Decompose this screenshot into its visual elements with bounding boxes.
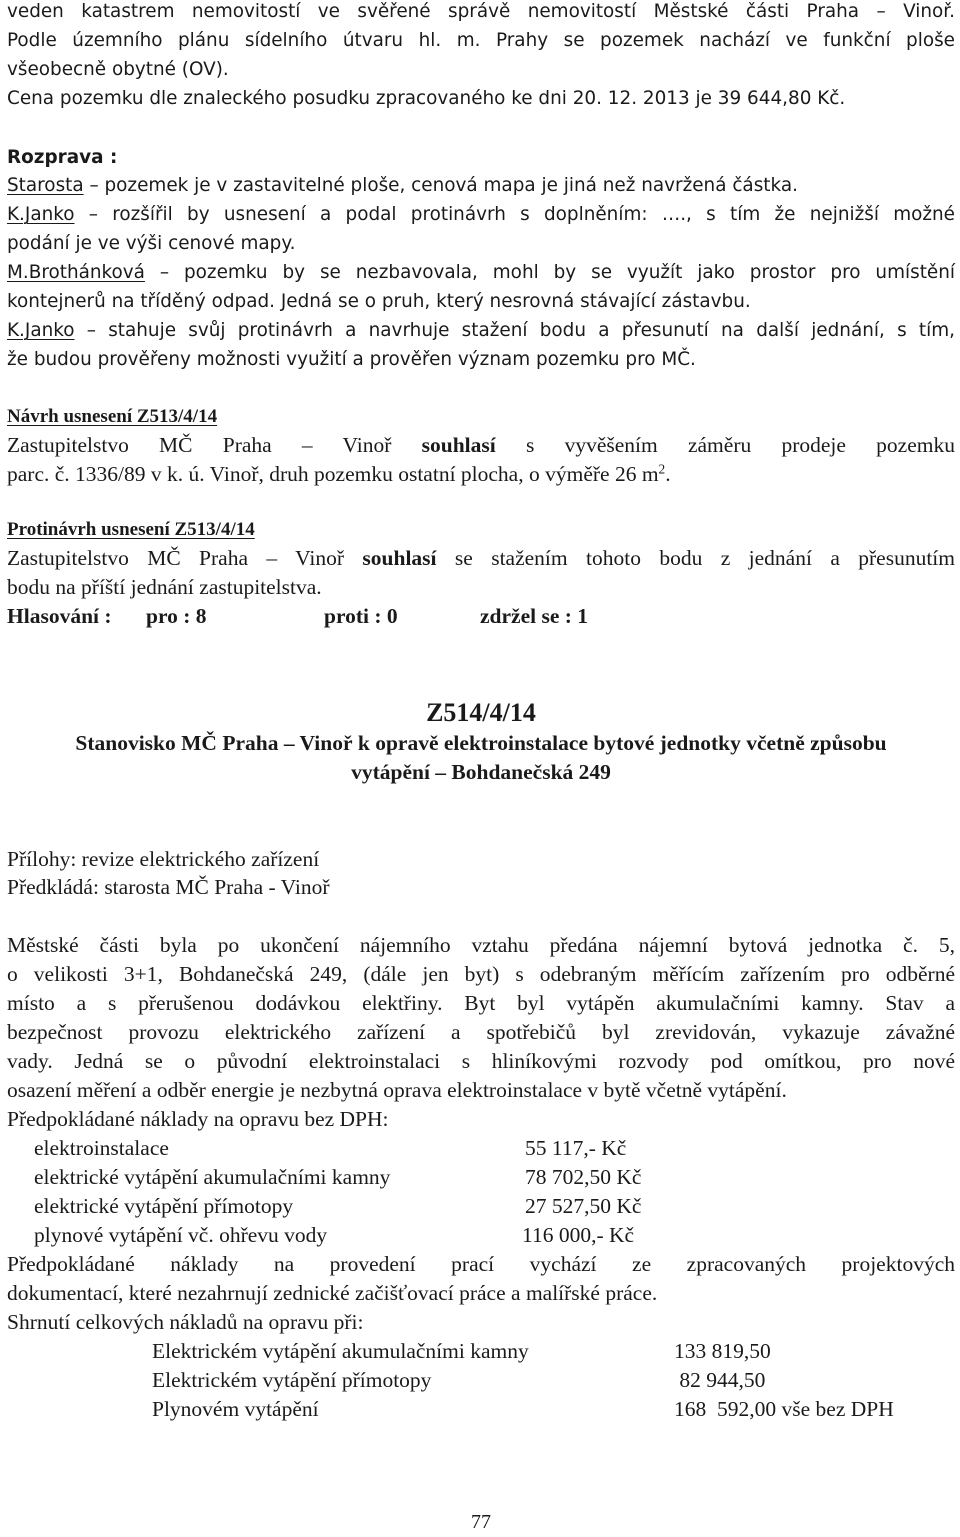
- text-line: Podle územního plánu sídelního útvaru hl. m. Prahy se pozemek nachází ve funkční ploše: [7, 30, 955, 51]
- proposal-text: .: [665, 462, 671, 486]
- summary-item: Elektrickém vytápění přímotopy: [152, 1368, 432, 1392]
- summary-amount: 82 944,50: [674, 1368, 766, 1392]
- speaker-name: Starosta: [7, 175, 84, 196]
- debate-text: – pozemku by se nezbavovala, mohl by se využít jako prostor pro umístění: [144, 262, 955, 283]
- body-line: osazení měření a odběr energie je nezbytná oprava elektroinstalace v bytě včetně vytápění.: [7, 1078, 787, 1102]
- speaker-name: K.Janko: [7, 320, 75, 341]
- body-line: Městské části byla po ukončení nájemního vztahu předána nájemní bytová jednotka č. 5,: [7, 933, 955, 957]
- counter-line: [7, 548, 955, 570]
- submitter: Předkládá: starosta MČ Praha - Vinoř: [7, 875, 330, 899]
- proposal-heading: Návrh usnesení Z513/4/14: [7, 406, 218, 427]
- attachments: Přílohy: revize elektrického zařízení: [7, 847, 320, 871]
- summary-item: Plynovém vytápění: [152, 1397, 319, 1421]
- cost-item: elektroinstalace: [34, 1136, 169, 1160]
- cost-item: elektrické vytápění akumulačními kamny: [34, 1165, 391, 1189]
- vote-pro: pro : 8: [146, 604, 207, 628]
- proposal-text: parc. č. 1336/89 v k. ú. Vinoř, druh pozemku ostatní plocha, o výměře 26 m: [7, 462, 659, 486]
- vote-label: Hlasování :: [7, 604, 112, 628]
- proposal-text: s vyvěšením záměru prodeje pozemku: [495, 433, 955, 457]
- debate-text: podání je ve výši cenové mapy.: [7, 233, 296, 254]
- proposal-line: [7, 461, 671, 486]
- body-line: o velikosti 3+1, Bohdanečská 249, (dále jen byt) s odebraným měřícím zařízením pro odběrné: [7, 962, 955, 986]
- debate-entry: [7, 177, 798, 195]
- speaker-name: M.Brothánková: [7, 262, 145, 283]
- vote-proti: proti : 0: [324, 604, 398, 628]
- section-title: vytápění – Bohdanečská 249: [351, 760, 611, 784]
- section-title: Stanovisko MČ Praha – Vinoř k opravě elektroinstalace bytové jednotky včetně způsobu: [75, 731, 887, 755]
- debate-text: – stahuje svůj protinávrh a navrhuje stažení bodu a přesunutí na další jednání, s tím,: [74, 320, 955, 341]
- cost-amount: 78 702,50 Kč: [525, 1165, 642, 1189]
- note-line: Předpokládané náklady na provedení prací vychází ze zpracovaných projektových: [7, 1252, 955, 1276]
- text-line: Cena pozemku dle znaleckého posudku zpracovaného ke dni 20. 12. 2013 je 39 644,80 Kč.: [7, 88, 846, 109]
- cost-amount: 27 527,50 Kč: [525, 1194, 642, 1218]
- cost-amount: 55 117,- Kč: [525, 1136, 627, 1160]
- text-line: veden katastrem nemovitostí ve svěřené správě nemovitostí Městské části Praha – Vinoř.: [7, 1, 955, 22]
- debate-heading: Rozprava :: [7, 147, 118, 168]
- text-line: všeobecně obytné (OV).: [7, 59, 229, 80]
- body-line: bezpečnost provozu elektrického zařízení a spotřebičů byl zrevidován, vykazuje závažné: [7, 1020, 955, 1044]
- costs-heading: Předpokládané náklady na opravu bez DPH:: [7, 1107, 389, 1131]
- counter-text: se stažením tohoto bodu z jednání a přesunutím: [436, 546, 955, 570]
- debate-entry: [7, 322, 955, 340]
- debate-text: že budou prověřeny možnosti využití a prověřen význam pozemku pro MČ.: [7, 349, 696, 370]
- counter-text: Zastupitelstvo MČ Praha – Vinoř: [7, 546, 363, 570]
- summary-heading: Shrnutí celkových nákladů na opravu při:: [7, 1310, 364, 1334]
- speaker-name: K.Janko: [7, 204, 75, 225]
- summary-item: Elektrickém vytápění akumulačními kamny: [152, 1339, 529, 1363]
- cost-item: elektrické vytápění přímotopy: [34, 1194, 294, 1218]
- debate-text: – pozemek je v zastavitelné ploše, cenová mapa je jiná než navržená částka.: [83, 175, 798, 196]
- cost-amount: 116 000,- Kč: [522, 1223, 635, 1247]
- debate-text: – rozšířil by usnesení a podal protinávrh s doplněním: …., s tím že nejnižší možné: [74, 204, 955, 225]
- page-number: 77: [471, 1511, 491, 1533]
- counter-heading: Protinávrh usnesení Z513/4/14: [7, 519, 255, 540]
- area-exponent: 2: [658, 461, 666, 477]
- body-line: místo a s přerušenou dodávkou elektřiny. Byt byl vytápěn akumulačními kamny. Stav a: [7, 991, 955, 1015]
- proposal-text: Zastupitelstvo MČ Praha – Vinoř: [7, 433, 422, 457]
- cost-item: plynové vytápění vč. ohřevu vody: [34, 1223, 328, 1247]
- counter-verb: souhlasí: [362, 546, 437, 570]
- proposal-line: [7, 435, 955, 457]
- debate-entry: [7, 206, 955, 224]
- summary-amount: 133 819,50: [674, 1339, 771, 1363]
- debate-text: kontejnerů na tříděný odpad. Jedná se o pruh, který nesrovná stávající zástavbu.: [7, 291, 751, 312]
- proposal-verb: souhlasí: [421, 433, 496, 457]
- vote-zdrzel: zdržel se : 1: [480, 604, 589, 628]
- counter-line: bodu na příští jednání zastupitelstva.: [7, 575, 322, 599]
- summary-amount: 168 592,00 vše bez DPH: [674, 1397, 894, 1421]
- section-code: Z514/4/14: [426, 698, 536, 727]
- debate-entry: [7, 264, 955, 282]
- note-line: dokumentací, které nezahrnují zednické začišťovací práce a malířské práce.: [7, 1281, 658, 1305]
- body-line: vady. Jedná se o původní elektroinstalaci s hliníkovými rozvody pod omítkou, pro nové: [7, 1049, 955, 1073]
